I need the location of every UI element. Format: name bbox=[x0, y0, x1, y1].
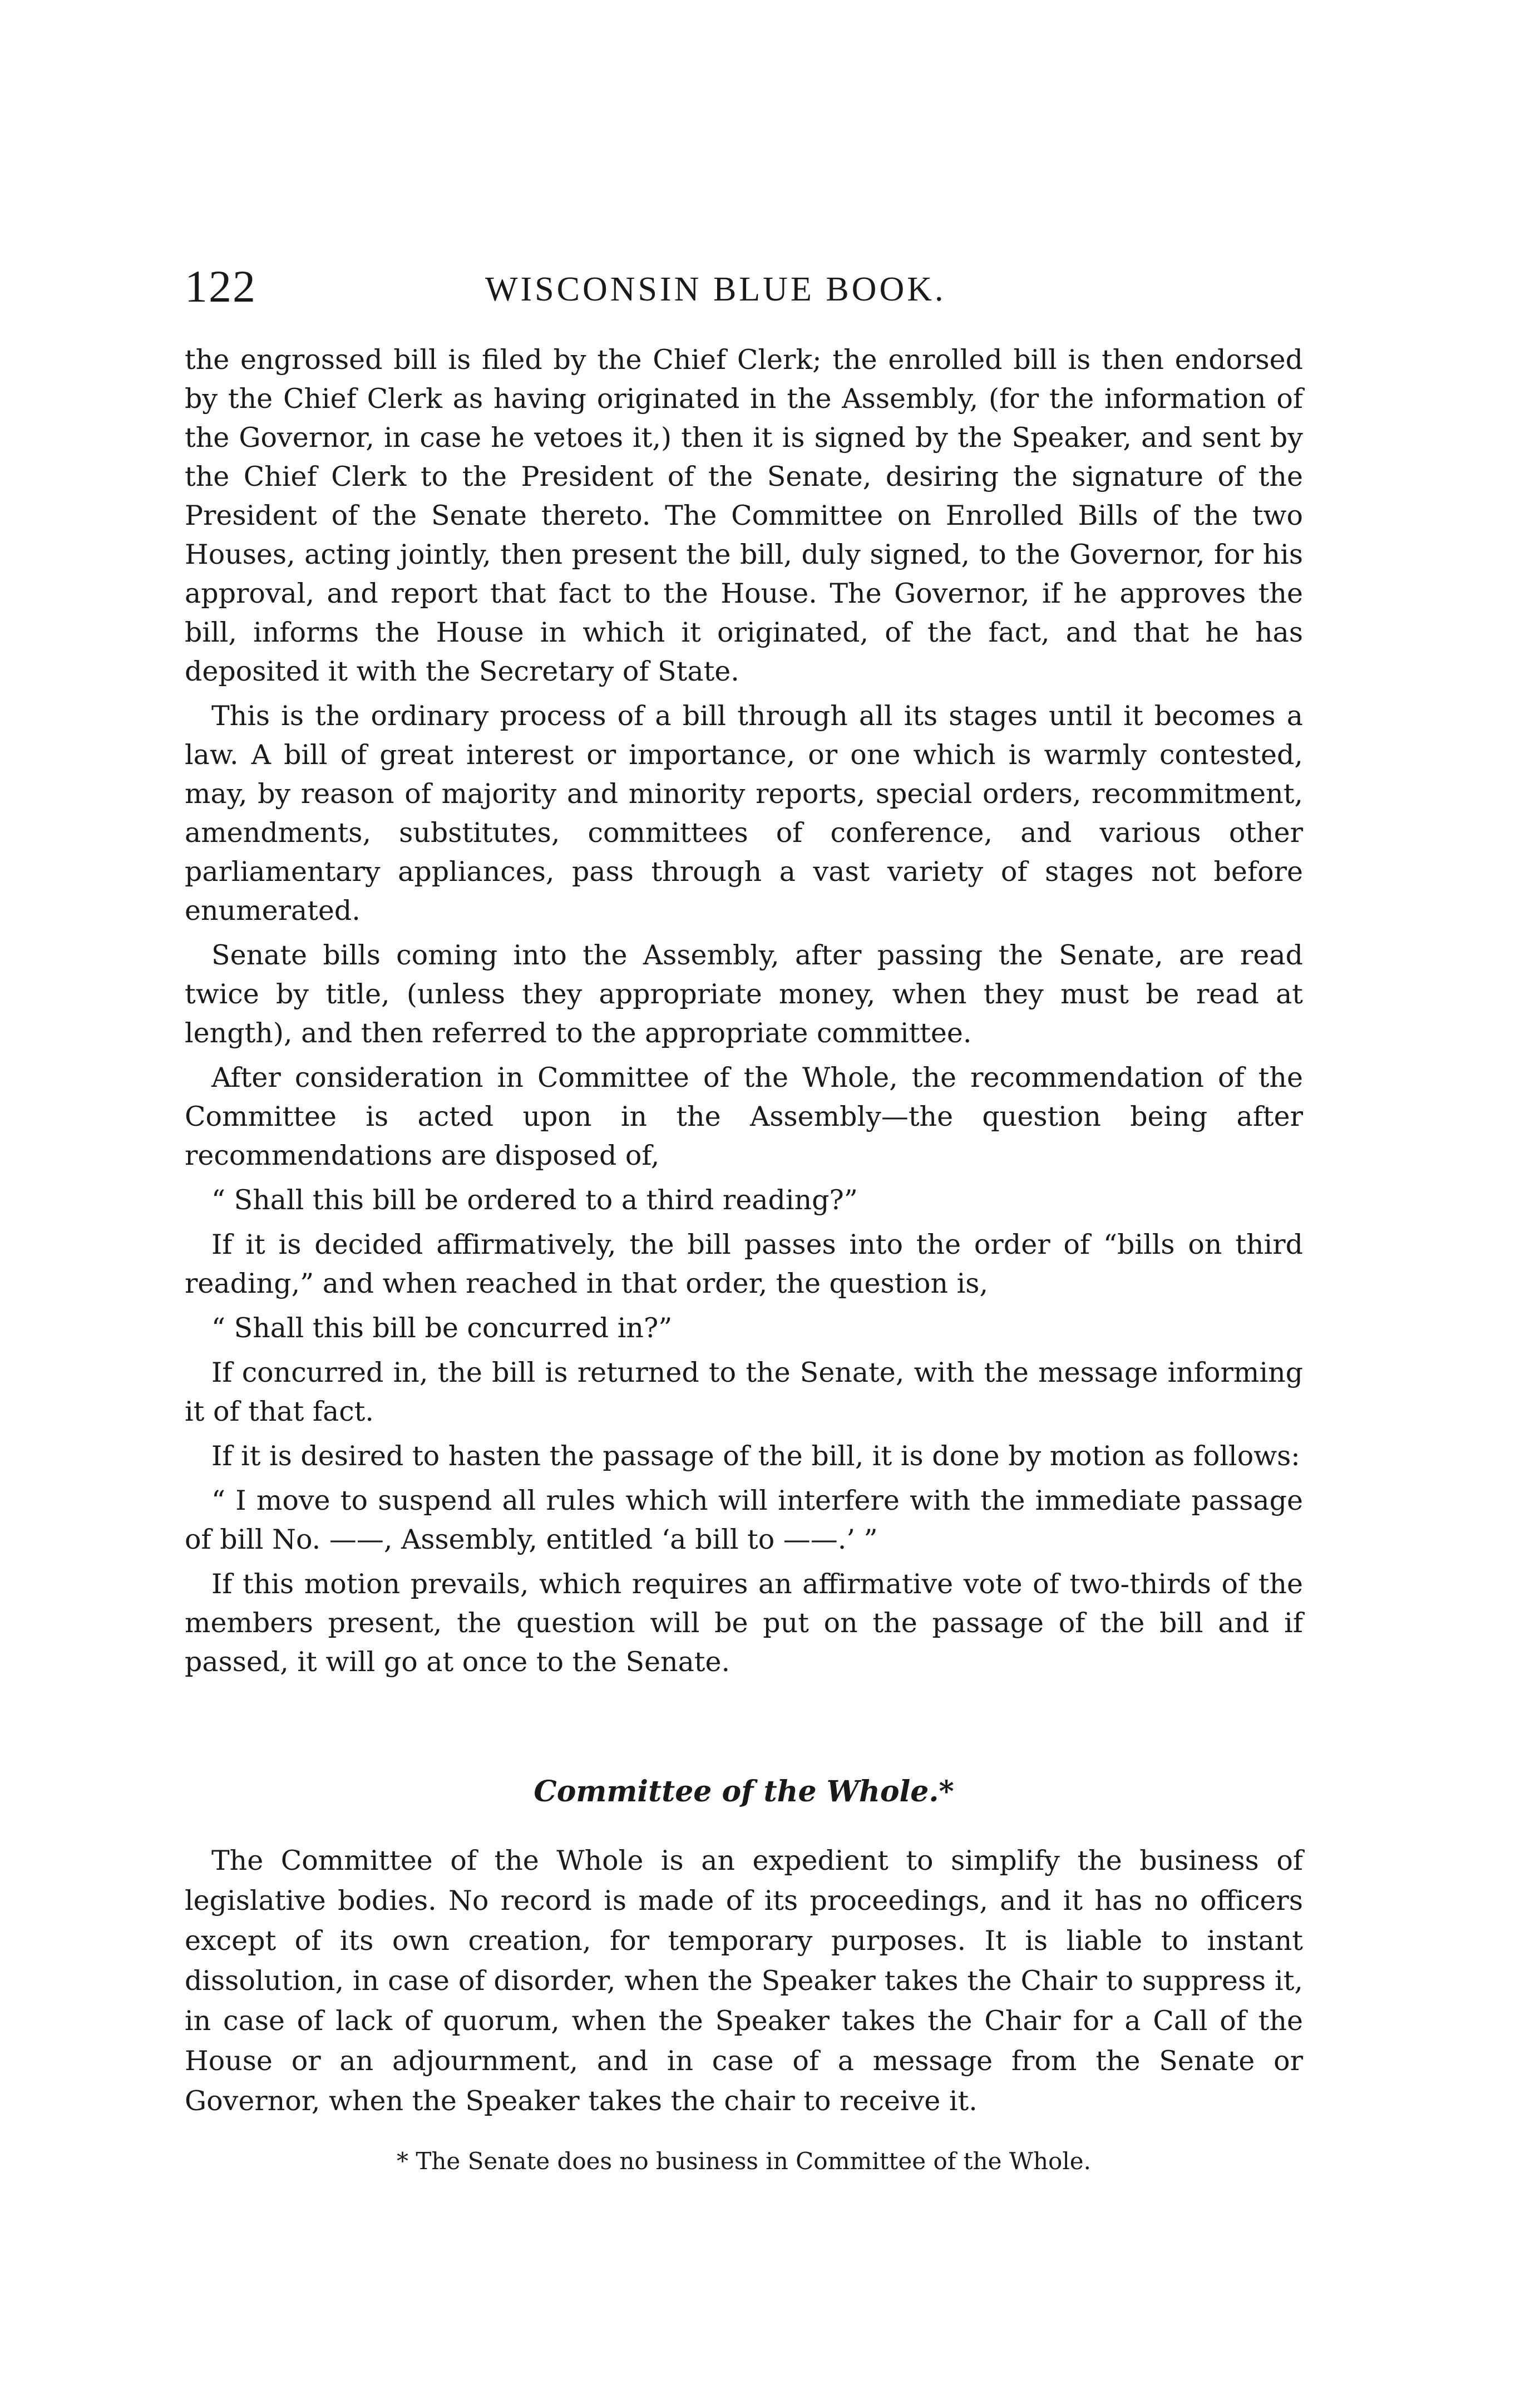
paragraph-hasten-passage: If it is desired to hasten the passage of the bill, it is done by motion as follows: bbox=[211, 1440, 1300, 1472]
paragraph-motion-prevails: If this motion prevails, which requires an affirmative vote of two-thirds of the members present, the question will be put on the passage of the bill and if passed, it will go at once to the Senate. bbox=[185, 1568, 1303, 1678]
page-number: 122 bbox=[185, 261, 256, 312]
running-title: WISCONSIN BLUE BOOK. bbox=[485, 270, 946, 308]
paragraph-senate-bills: Senate bills coming into the Assembly, after passing the Senate, are read twice by title, (unless they appropriate money, when they must be read at length), and then referred to the appropriate committee. bbox=[185, 939, 1303, 1049]
paragraph-ordinary-process: This is the ordinary process of a bill through all its stages until it becomes a law. A bill of great interest or importance, or one which is warmly contested, may, by reason of majority and minority reports, special orders, recommitment, amendments, substitutes, committees of conference, and various other parliamentary appliances, pass through a vast variety of stages not before enumerated. bbox=[185, 700, 1303, 927]
section-heading: Committee of the Whole.* bbox=[534, 1775, 954, 1809]
paragraph-decided-affirmatively: If it is decided affirmatively, the bill passes into the order of “bills on third reading,” and when reached in that order, the question is, bbox=[185, 1229, 1303, 1299]
paragraph-continuation: the engrossed bill is filed by the Chief Clerk; the enrolled bill is then endorsed by the Chief Clerk as having originated in the Assembly, (for the information of the Governor, in case he vetoes it,) then it is signed by the Speaker, and sent by the Chief Clerk to the President of the Senate, desiring the signature of the President of the Senate thereto. The Committee on Enrolled Bills of the two Houses, acting jointly, then present the bill, duly signed, to the Governor, for his approval, and report that fact to the House. The Governor, if he approves the bill, informs the House in which it originated, of the fact, and that he has deposited it with the Secretary of State. bbox=[185, 344, 1303, 687]
page-header bbox=[185, 256, 1314, 317]
quote-suspend-rules: “ I move to suspend all rules which will interfere with the immediate passage of bill No. ——, Assembly, entitled ‘a bill to ——.’ ” bbox=[185, 1485, 1303, 1555]
footnote: * The Senate does no business in Committee of the Whole. bbox=[397, 2147, 1091, 2175]
section-text bbox=[185, 1841, 1303, 2121]
quote-third-reading: “ Shall this bill be ordered to a third reading?” bbox=[211, 1184, 858, 1216]
body-text bbox=[185, 341, 1303, 1687]
paragraph-consideration: After consideration in Committee of the Whole, the recommendation of the Committee is acted upon in the Assembly—the question being after recommendations are disposed of, bbox=[185, 1062, 1303, 1171]
paragraph-committee-of-whole: The Committee of the Whole is an expedient to simplify the business of legislative bodies. No record is made of its proceedings, and it has no officers except of its own creation, for temporary purposes. It is liable to instant dissolution, in case of disorder, when the Speaker takes the Chair to suppress it, in case of lack of quorum, when the Speaker takes the Chair for a Call of the House or an adjournment, and in case of a message from the Senate or Governor, when the Speaker takes the chair to receive it. bbox=[185, 1845, 1303, 2117]
quote-concurred: “ Shall this bill be concurred in?” bbox=[211, 1312, 673, 1344]
paragraph-concurred-in: If concurred in, the bill is returned to the Senate, with the message informing it of that fact. bbox=[185, 1357, 1303, 1427]
